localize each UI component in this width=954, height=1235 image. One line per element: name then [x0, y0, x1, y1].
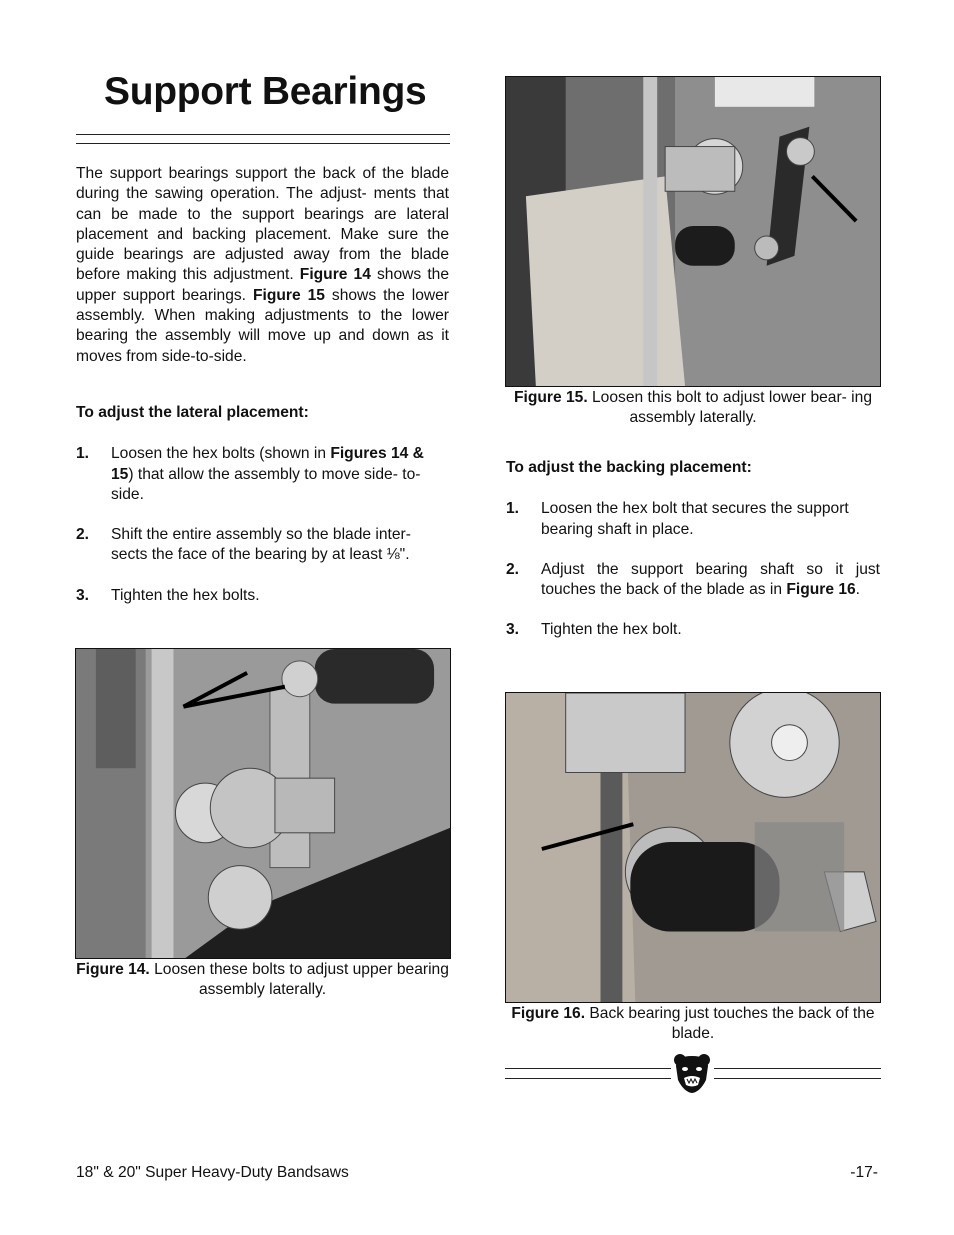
- backing-step-1: 1. Loosen the hex bolt that secures the support bearing shaft in place.: [506, 500, 849, 538]
- figure-14-photo: [75, 648, 451, 959]
- lateral-step-3: 3. Tighten the hex bolts.: [76, 586, 260, 604]
- end-rule-right-bottom: [714, 1078, 881, 1079]
- end-rule-left-bottom: [505, 1078, 671, 1079]
- lateral-step-2: 2. Shift the entire assembly so the blade inter- sects the face of the bearing by at least ⅛".: [76, 526, 411, 564]
- figure-16-caption: Figure 16. Back bearing just touches the back of the blade.: [511, 1005, 875, 1043]
- page-title: Support Bearings: [104, 70, 427, 113]
- backing-section: [506, 458, 880, 661]
- figure-15-caption: Figure 15. Loosen this bolt to adjust lower bear- ing assembly laterally.: [514, 389, 872, 427]
- figure-15-ref: Figure 15: [252, 286, 325, 304]
- figure-16-photo: [505, 692, 881, 1003]
- figure-14-caption: Figure 14. Loosen these bolts to adjust upper bearing assembly laterally.: [76, 961, 449, 999]
- intro-paragraph: The support bearings support the back of the blade during the sawing operation. The adjust- ments that can be made to the support bearings are lateral placement and backing placement. Make sure the guide bearings are adjusted away from the blade before making this adjustment. Figure 14 shows the upper support bearings. Figure 15 shows the lower assembly. When making adjustments to the lower bearing the assembly will move up and down as it moves from side-to-side.: [76, 165, 449, 365]
- figure-15-photo: [505, 76, 881, 387]
- backing-step-2: 2. Adjust the support bearing shaft so it just touches the back of the blade as in Figure 16.: [506, 560, 880, 599]
- end-rule-left-top: [505, 1068, 671, 1069]
- footer-product-name: 18" & 20" Super Heavy-Duty Bandsaws: [76, 1164, 349, 1181]
- footer-page-number: -17-: [850, 1164, 878, 1181]
- end-rule-right-top: [714, 1068, 881, 1069]
- title-divider: [76, 134, 450, 146]
- bear-head-icon: [672, 1052, 712, 1094]
- backing-step-3: 3. Tighten the hex bolt.: [506, 621, 682, 639]
- lateral-steps: [76, 444, 449, 606]
- backing-steps: [506, 499, 880, 640]
- figure-14-ref: Figure 14: [299, 266, 371, 284]
- backing-heading: To adjust the backing placement:: [506, 459, 752, 476]
- lateral-section: [76, 403, 449, 626]
- lateral-heading: To adjust the lateral placement:: [76, 404, 309, 421]
- lateral-step-1: 1. Loosen the hex bolts (shown in Figures 14 & 15) that allow the assembly to move side- to-side.: [76, 445, 424, 503]
